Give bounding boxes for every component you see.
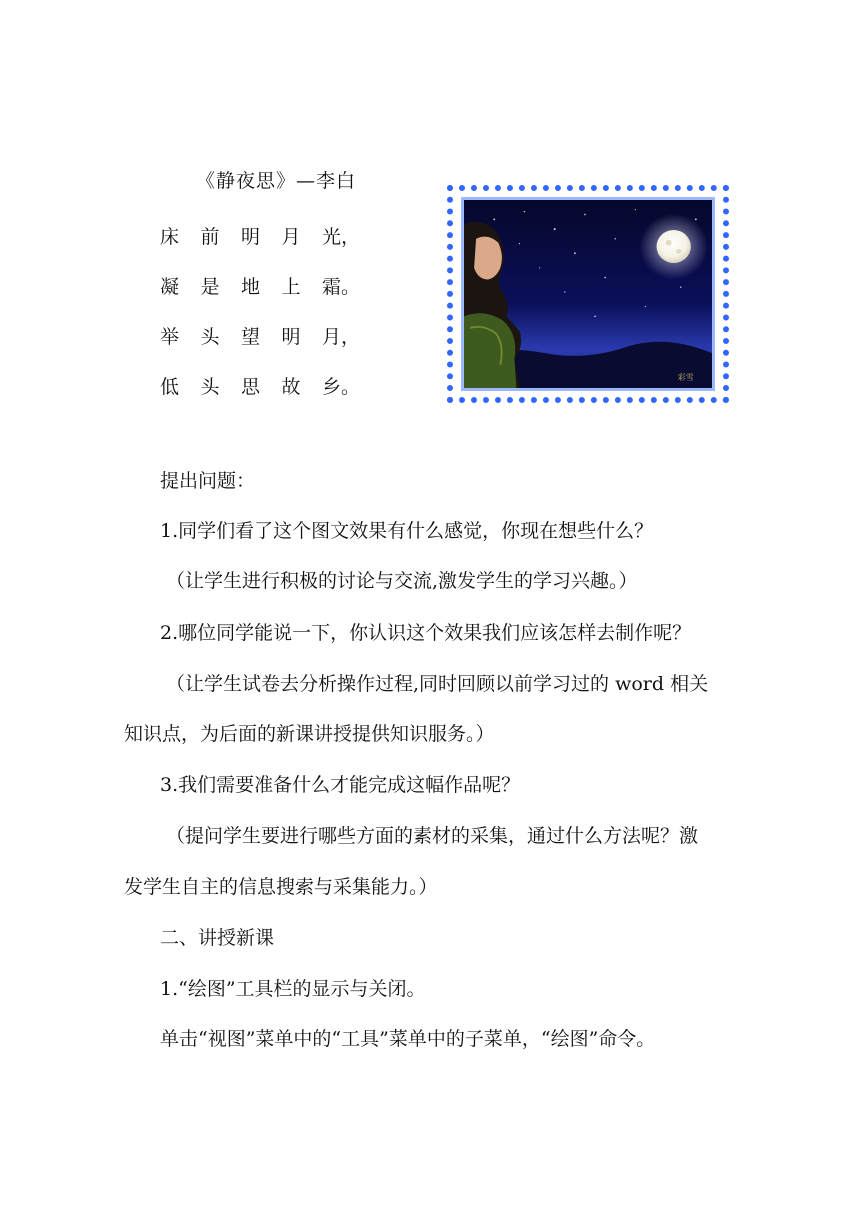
question-2-note-line2: 知识点，为后面的新课讲授提供知识服务。） bbox=[124, 723, 495, 745]
section2-item-1: 1.“绘图”工具栏的显示与关闭。 bbox=[160, 978, 426, 1000]
poem-char: 明 bbox=[281, 326, 301, 348]
poem-char: 光， bbox=[322, 226, 361, 248]
poem-line-4 bbox=[160, 372, 363, 399]
poem-char: 前 bbox=[200, 226, 220, 248]
image-signature: 彩雪 bbox=[677, 373, 694, 383]
poem-char: 上 bbox=[281, 276, 301, 298]
question-1-note: （让学生进行积极的讨论与交流,激发学生的学习兴趣。） bbox=[166, 570, 638, 592]
questions-heading: 提出问题： bbox=[160, 470, 256, 492]
question-3-note-line2: 发学生自主的信息搜索与采集能力。） bbox=[124, 876, 438, 898]
poem-char: 思 bbox=[241, 376, 261, 398]
question-3-note-line1: （提问学生要进行哪些方面的素材的采集，通过什么方法呢？激 bbox=[166, 825, 699, 847]
question-2-note-line1: （让学生试卷去分析操作过程,同时回顾以前学习过的 word 相关 bbox=[166, 673, 709, 695]
question-2: 2.哪位同学能说一下，你认识这个效果我们应该怎样去制作呢？ bbox=[160, 622, 692, 644]
poem-char: 地 bbox=[241, 276, 261, 298]
poem-char: 举 bbox=[160, 326, 180, 348]
moonlit-night-image bbox=[464, 200, 712, 388]
poem-char: 月 bbox=[281, 226, 301, 248]
poem-line-3 bbox=[160, 322, 363, 349]
poem-char: 乡。 bbox=[322, 376, 361, 398]
poem-char: 望 bbox=[241, 326, 261, 348]
poem-line-2 bbox=[160, 272, 363, 299]
poem-char: 凝 bbox=[160, 276, 180, 298]
section2-heading: 二、讲授新课 bbox=[160, 927, 275, 949]
section2-item-1-text: 单击“视图”菜单中的“工具”菜单中的子菜单，“绘图”命令。 bbox=[160, 1028, 656, 1050]
poem-title: 《静夜思》—李白 bbox=[196, 170, 357, 192]
poem-char: 明 bbox=[241, 226, 261, 248]
question-3: 3.我们需要准备什么才能完成这幅作品呢？ bbox=[160, 774, 521, 796]
poem-char: 床 bbox=[160, 226, 180, 248]
poem-char: 头 bbox=[200, 376, 220, 398]
poem-char: 故 bbox=[281, 376, 301, 398]
poem-line-1 bbox=[160, 222, 363, 249]
poem-char: 霜。 bbox=[322, 276, 361, 298]
poem-char: 低 bbox=[160, 376, 180, 398]
poem-char: 是 bbox=[200, 276, 220, 298]
poem-char: 头 bbox=[200, 326, 220, 348]
moon-illustration bbox=[447, 185, 729, 403]
poem-char: 月， bbox=[322, 326, 361, 348]
moon-illustration-picture bbox=[461, 197, 715, 391]
question-1: 1.同学们看了这个图文效果有什么感觉，你现在想些什么？ bbox=[160, 520, 654, 542]
